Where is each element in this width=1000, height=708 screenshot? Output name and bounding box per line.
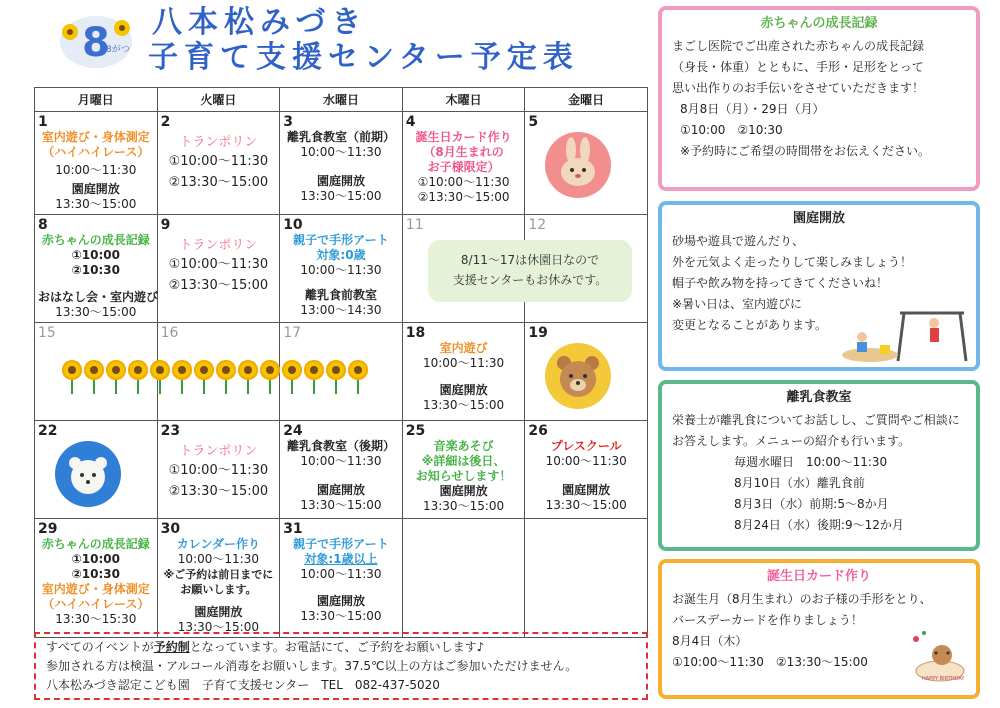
box-time: ①10:00～11:30 ②13:30～15:00 bbox=[672, 655, 868, 669]
event-note: お子様限定） bbox=[427, 160, 500, 174]
event-time: 10:00～11:30 bbox=[545, 454, 627, 468]
title-line1: 八本松みづき bbox=[152, 5, 368, 40]
day-cell bbox=[280, 519, 403, 638]
day-cell bbox=[280, 421, 403, 519]
holiday-note-line: 8/11～17は休園日なので bbox=[460, 253, 600, 267]
reservation-notice bbox=[34, 632, 648, 700]
event-time: 10:00～11:30 bbox=[300, 454, 382, 468]
day-cell bbox=[157, 215, 280, 323]
holiday-note bbox=[428, 240, 632, 302]
event-time: 13:30～15:00 bbox=[300, 189, 382, 203]
day-cell bbox=[35, 519, 158, 638]
event-title: 園庭開放 bbox=[316, 174, 365, 188]
event-title: 離乳食教室（後期） bbox=[286, 439, 395, 453]
rabbit-icon bbox=[545, 132, 611, 198]
sunflower-icon bbox=[282, 360, 304, 394]
sunflower-icon bbox=[304, 360, 326, 394]
svg-text:8: 8 bbox=[82, 20, 110, 66]
sunflower-icon bbox=[84, 360, 106, 394]
day-number: 18 bbox=[405, 325, 426, 341]
event-title: 室内遊び bbox=[439, 341, 488, 355]
box-text: 思い出作りのお手伝いをさせていただきます！ bbox=[672, 81, 925, 95]
notice-line: 参加される方は検温・アルコール消毒をお願いします。37.5℃以上の方はご参加いただけません。 bbox=[46, 659, 578, 673]
notice-text: すべてのイベントが bbox=[46, 640, 154, 654]
day-cell-empty bbox=[402, 519, 525, 638]
event-note: 対象:1歳以上 bbox=[304, 552, 378, 566]
day-number: 24 bbox=[283, 423, 303, 439]
event-time: 10:00～11:30 bbox=[300, 145, 382, 159]
box-text: 外を元気よく走ったりして楽しみましょう！ bbox=[672, 255, 913, 269]
event-title: 園庭開放 bbox=[316, 594, 365, 608]
day-cell bbox=[402, 112, 525, 215]
day-number: 3 bbox=[283, 114, 293, 130]
day-cell bbox=[35, 421, 158, 519]
day-number: 29 bbox=[38, 521, 58, 537]
box-schedule: 毎週水曜日 10:00～11:30 bbox=[734, 455, 888, 469]
event-title: トランポリン bbox=[179, 238, 258, 253]
event-title: 園庭開放 bbox=[439, 383, 488, 397]
sunflower-icon bbox=[106, 360, 128, 394]
day-cell bbox=[402, 323, 525, 421]
event-time: ②13:30～15:00 bbox=[168, 278, 269, 293]
event-title: 園庭開放 bbox=[316, 483, 365, 497]
day-cell bbox=[280, 215, 403, 323]
sunflower-icon bbox=[150, 360, 172, 394]
event-subtitle: （ハイハイレース） bbox=[42, 145, 150, 159]
day-cell bbox=[157, 421, 280, 519]
day-cell bbox=[35, 112, 158, 215]
box-schedule: 8月10日（水）離乳食前 bbox=[734, 476, 865, 490]
polar-bear-icon bbox=[55, 441, 121, 507]
sunflower-row bbox=[62, 360, 382, 394]
day-cell-empty bbox=[525, 519, 648, 638]
weekday-header: 水曜日 bbox=[280, 88, 403, 112]
growth-record-box bbox=[658, 6, 980, 191]
event-time: 10:00～11:30 bbox=[300, 567, 382, 581]
sunflower-icon bbox=[128, 360, 150, 394]
day-number: 25 bbox=[405, 423, 426, 439]
calendar-week bbox=[35, 519, 648, 638]
bear-icon bbox=[545, 343, 611, 409]
calendar-week bbox=[35, 421, 648, 519]
sunflower-icon bbox=[194, 360, 216, 394]
sunflower-icon bbox=[326, 360, 348, 394]
event-note: （8月生まれの bbox=[423, 145, 504, 159]
playground-illustration bbox=[840, 307, 970, 363]
box-date: 8月8日（月）・29日（月） bbox=[680, 102, 825, 116]
event-time: 13:00～14:30 bbox=[300, 303, 382, 317]
box-title: 誕生日カード作り bbox=[766, 569, 871, 584]
calendar-week bbox=[35, 112, 648, 215]
event-title: 赤ちゃんの成長記録 bbox=[41, 233, 150, 247]
event-time: ②13:30～15:00 bbox=[168, 484, 269, 499]
event-note: お願いします。 bbox=[180, 583, 257, 596]
event-time: 13:30～15:00 bbox=[177, 620, 259, 634]
event-note: ※詳細は後日、 bbox=[421, 454, 506, 468]
day-number: 30 bbox=[160, 521, 181, 537]
event-title: 離乳食教室（前期） bbox=[286, 130, 395, 144]
holiday-note-line: 支援センターもお休みです。 bbox=[452, 273, 608, 287]
event-time: 13:30～15:00 bbox=[422, 499, 505, 513]
day-cell bbox=[402, 421, 525, 519]
day-cell bbox=[525, 323, 648, 421]
day-cell bbox=[157, 112, 280, 215]
sunflower-icon bbox=[62, 360, 84, 394]
box-text: お答えします。メニューの紹介も行います。 bbox=[672, 434, 911, 448]
day-cell bbox=[525, 112, 648, 215]
day-cell bbox=[35, 215, 158, 323]
event-time: ①10:00～11:30 bbox=[168, 154, 269, 169]
box-date: 8月4日（木） bbox=[672, 634, 748, 648]
day-number: 12 bbox=[528, 217, 547, 233]
page-title bbox=[148, 6, 579, 76]
event-title: 赤ちゃんの成長記録 bbox=[41, 537, 150, 551]
day-number: 19 bbox=[528, 325, 548, 341]
notice-contact: 八本松みづき認定こども園 子育て支援センター TEL 082-437-5020 bbox=[46, 678, 440, 692]
day-number: 16 bbox=[160, 325, 179, 341]
title-line2: 子育て支援センター予定表 bbox=[148, 40, 579, 75]
event-title: 親子で手形アート bbox=[293, 537, 389, 551]
weekday-header: 木曜日 bbox=[402, 88, 525, 112]
event-time: ②13:30～15:00 bbox=[168, 175, 269, 190]
event-time: 13:30～15:00 bbox=[300, 609, 382, 623]
notice-highlight: 予約制 bbox=[153, 640, 190, 654]
event-title: 室内遊び・身体測定 bbox=[41, 582, 150, 596]
day-number: 23 bbox=[160, 423, 181, 439]
event-time: 13:30～15:00 bbox=[300, 498, 382, 512]
event-subtitle: （ハイハイレース） bbox=[42, 597, 150, 611]
notice-line bbox=[46, 638, 636, 657]
day-number: 8 bbox=[38, 217, 48, 233]
box-text: 栄養士が離乳食についてお話しし、ご質問やご相談に bbox=[672, 413, 960, 427]
box-title: 離乳食教室 bbox=[786, 390, 852, 405]
sunflower-icon bbox=[172, 360, 194, 394]
event-note: ※ご予約は前日までに bbox=[163, 568, 274, 581]
event-title: 園庭開放 bbox=[194, 605, 243, 619]
event-time: 13:30～15:00 bbox=[55, 197, 137, 211]
box-text: お誕生月（8月生まれ）のお子様の手形をとり、 bbox=[672, 592, 932, 606]
day-number: 9 bbox=[160, 217, 171, 233]
event-time: 13:30～15:00 bbox=[545, 498, 627, 512]
event-time: ①10:00 bbox=[71, 552, 120, 566]
logo-text: 8がつ bbox=[106, 45, 130, 55]
event-time: 13:30～15:00 bbox=[422, 398, 505, 412]
event-title: トランポリン bbox=[179, 444, 258, 459]
event-title: 離乳食前教室 bbox=[304, 288, 377, 302]
event-title: プレスクール bbox=[550, 439, 622, 453]
event-time: ②10:30 bbox=[71, 567, 120, 581]
event-title: 室内遊び・身体測定 bbox=[41, 130, 150, 144]
day-number: 2 bbox=[160, 114, 171, 130]
event-time: ②10:30 bbox=[71, 263, 120, 277]
event-title: 親子で手形アート bbox=[293, 233, 389, 247]
event-time: 13:30～15:00 bbox=[55, 305, 137, 319]
notice-text: となっています。お電話にて、ご予約をお願いします♪ bbox=[189, 640, 485, 654]
event-note: 対象:0歳 bbox=[316, 248, 366, 262]
event-title: カレンダー作り bbox=[176, 537, 260, 551]
event-title: トランポリン bbox=[179, 135, 258, 150]
sunflower-icon bbox=[260, 360, 282, 394]
day-number: 10 bbox=[283, 217, 303, 233]
day-number: 22 bbox=[38, 423, 58, 439]
box-schedule: 8月24日（水）後期:9～12か月 bbox=[734, 518, 904, 532]
box-text: バースデーカードを作りましょう！ bbox=[672, 613, 863, 627]
day-number: 5 bbox=[528, 114, 539, 130]
event-time: ①10:00～11:30 bbox=[417, 175, 510, 189]
day-number: 4 bbox=[405, 114, 416, 130]
birthday-card-box bbox=[658, 559, 980, 699]
event-title: おはなし会・室内遊び bbox=[38, 290, 159, 304]
box-text: 帽子や飲み物を持ってきてくださいね！ bbox=[672, 276, 889, 290]
box-text: まごし医院でご出産された赤ちゃんの成長記録 bbox=[672, 39, 925, 53]
event-title: 園庭開放 bbox=[71, 182, 120, 196]
day-number: 1 bbox=[38, 114, 48, 130]
weekday-header: 月曜日 bbox=[35, 88, 158, 112]
event-time: 10:00～11:30 bbox=[55, 163, 137, 177]
event-time: ①10:00～11:30 bbox=[168, 463, 269, 478]
day-number: 17 bbox=[283, 325, 302, 341]
day-cell bbox=[280, 112, 403, 215]
weekday-header-row bbox=[35, 88, 648, 112]
box-note: ※暑い日は、室内遊びに bbox=[672, 297, 803, 311]
event-time: 10:00～11:30 bbox=[300, 263, 382, 277]
box-time: ①10:00 ②10:30 bbox=[680, 123, 783, 137]
garden-open-box bbox=[658, 201, 980, 371]
box-note: 変更となることがあります。 bbox=[672, 318, 828, 332]
sunflower-icon bbox=[238, 360, 260, 394]
event-time: ①10:00 bbox=[71, 248, 120, 262]
sunflower-icon bbox=[348, 360, 370, 394]
box-text: 砂場や遊具で遊んだり、 bbox=[672, 234, 805, 248]
cake-text: HAPPY BIRTHDAY bbox=[922, 676, 965, 682]
day-cell bbox=[157, 519, 280, 638]
box-note: ※予約時にご希望の時間帯をお伝えください。 bbox=[680, 144, 931, 158]
day-number: 26 bbox=[528, 423, 548, 439]
event-time: 13:30～15:30 bbox=[55, 612, 137, 626]
day-number: 15 bbox=[38, 325, 56, 341]
weaning-class-box bbox=[658, 380, 980, 551]
weekday-header: 火曜日 bbox=[157, 88, 280, 112]
month-logo bbox=[56, 8, 136, 70]
event-time: ②13:30～15:00 bbox=[417, 190, 510, 204]
event-time: ①10:00～11:30 bbox=[168, 257, 269, 272]
birthday-cake-icon bbox=[908, 625, 968, 685]
event-note: お知らせします！ bbox=[415, 469, 512, 483]
day-number: 31 bbox=[283, 521, 303, 537]
event-time: 10:00～11:30 bbox=[422, 356, 505, 370]
box-title: 赤ちゃんの成長記録 bbox=[760, 16, 878, 31]
box-schedule: 8月3日（水）前期:5～8か月 bbox=[734, 497, 889, 511]
event-title: 園庭開放 bbox=[439, 484, 488, 498]
sunflower-icon bbox=[216, 360, 238, 394]
day-cell bbox=[525, 421, 648, 519]
event-time: 10:00～11:30 bbox=[177, 552, 259, 566]
event-title: 音楽あそび bbox=[433, 439, 494, 453]
event-title: 園庭開放 bbox=[562, 483, 611, 497]
event-title: 誕生日カード作り bbox=[415, 130, 512, 144]
day-number: 11 bbox=[405, 217, 424, 233]
box-text: （身長・体重）とともに、手形・足形をとって bbox=[672, 60, 924, 74]
box-title: 園庭開放 bbox=[792, 211, 845, 226]
weekday-header: 金曜日 bbox=[525, 88, 648, 112]
